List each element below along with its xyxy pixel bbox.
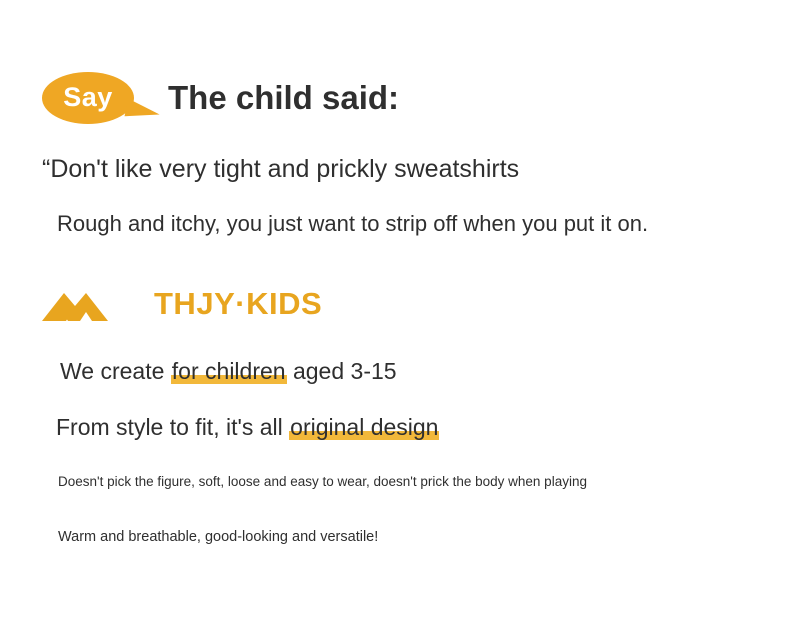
say-speech-bubble (42, 72, 134, 124)
feature-line-2 (56, 414, 439, 441)
feature-line-2-highlight: original design (290, 414, 439, 440)
feature-line-2-before: From style to fit, it's all (56, 414, 290, 440)
say-bubble-label: Say (63, 81, 113, 112)
speech-bubble-tail-icon (125, 99, 162, 124)
feature-line-1-after: aged 3-15 (286, 358, 397, 384)
quote-line-2: Rough and itchy, you just want to strip off when you put it on. (57, 211, 649, 236)
detail-line-2: Warm and breathable, good-looking and versatile! (58, 529, 379, 545)
mountain-logo-icon (42, 285, 138, 323)
quote-line-1: “Don't like very tight and prickly sweatshirts (42, 155, 520, 183)
detail-line-1: Doesn't pick the figure, soft, loose and easy to wear, doesn't prick the body when playing (58, 474, 587, 489)
page-title: The child said: (168, 79, 400, 116)
feature-line-1 (60, 358, 397, 385)
brand-name: THJY·KIDS (154, 286, 323, 321)
brand-lockup (42, 285, 322, 323)
feature-line-1-before: We create (60, 358, 171, 384)
feature-line-1-highlight: for children (171, 358, 286, 384)
say-header (42, 72, 399, 124)
